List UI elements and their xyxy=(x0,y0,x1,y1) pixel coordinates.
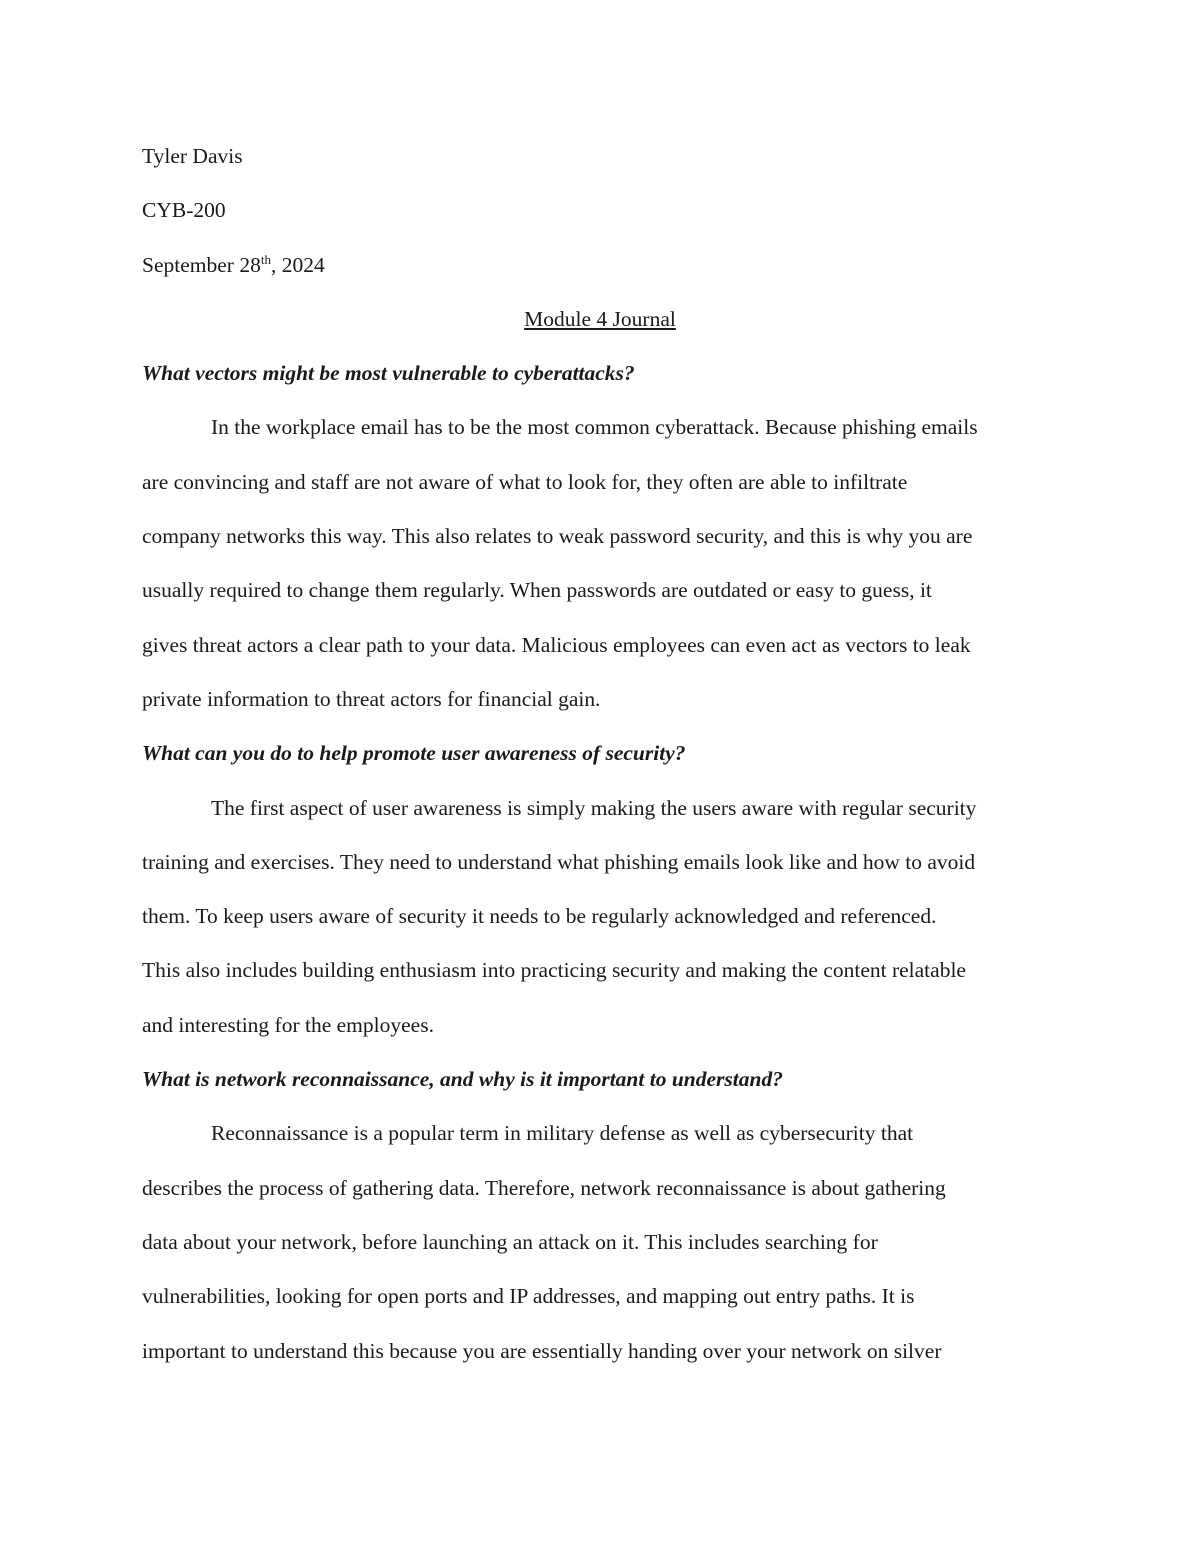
date-ordinal: th xyxy=(260,251,271,267)
paragraph-line: vulnerabilities, looking for open ports and IP addresses, and mapping out entry paths. It is xyxy=(142,1284,915,1309)
document-body xyxy=(142,129,1058,1378)
paragraph-line: gives threat actors a clear path to your data. Malicious employees can even act as vectors to leak xyxy=(142,632,971,657)
question-heading: What vectors might be most vulnerable to cyberattacks? xyxy=(142,361,635,386)
paragraph-line: company networks this way. This also relates to weak password security, and this is why you are xyxy=(142,524,973,549)
date-year: , 2024 xyxy=(270,252,325,277)
paragraph-line: describes the process of gathering data. Therefore, network reconnaissance is about gathering xyxy=(142,1175,946,1200)
paragraph-line: training and exercises. They need to understand what phishing emails look like and how to avoid xyxy=(142,849,976,874)
paragraph-line: usually required to change them regularly. When passwords are outdated or easy to guess, it xyxy=(142,578,932,603)
paragraph-line: This also includes building enthusiasm into practicing security and making the content relatable xyxy=(142,958,966,983)
paragraph-line: private information to threat actors for financial gain. xyxy=(142,686,601,711)
paragraph-line: data about your network, before launching an attack on it. This includes searching for xyxy=(142,1229,878,1254)
course-code: CYB-200 xyxy=(142,198,226,223)
question-heading: What can you do to help promote user awareness of security? xyxy=(142,741,686,766)
date-main: September 28 xyxy=(142,252,261,277)
paragraph-line: important to understand this because you are essentially handing over your network on silver xyxy=(142,1338,942,1363)
paragraph-line: The first aspect of user awareness is simply making the users aware with regular security xyxy=(211,795,977,820)
document-title: Module 4 Journal xyxy=(524,306,676,331)
paragraph-line: and interesting for the employees. xyxy=(142,1012,434,1037)
document-date xyxy=(142,238,1058,292)
question-heading: What is network reconnaissance, and why is it important to understand? xyxy=(142,1067,783,1092)
paragraph-line: are convincing and staff are not aware of what to look for, they often are able to infiltrate xyxy=(142,469,908,494)
author-name: Tyler Davis xyxy=(142,144,243,168)
paragraph-line: In the workplace email has to be the most common cyberattack. Because phishing emails xyxy=(211,415,978,440)
paragraph-line: Reconnaissance is a popular term in military defense as well as cybersecurity that xyxy=(211,1121,914,1146)
paragraph-line: them. To keep users aware of security it needs to be regularly acknowledged and referenced. xyxy=(142,904,937,929)
